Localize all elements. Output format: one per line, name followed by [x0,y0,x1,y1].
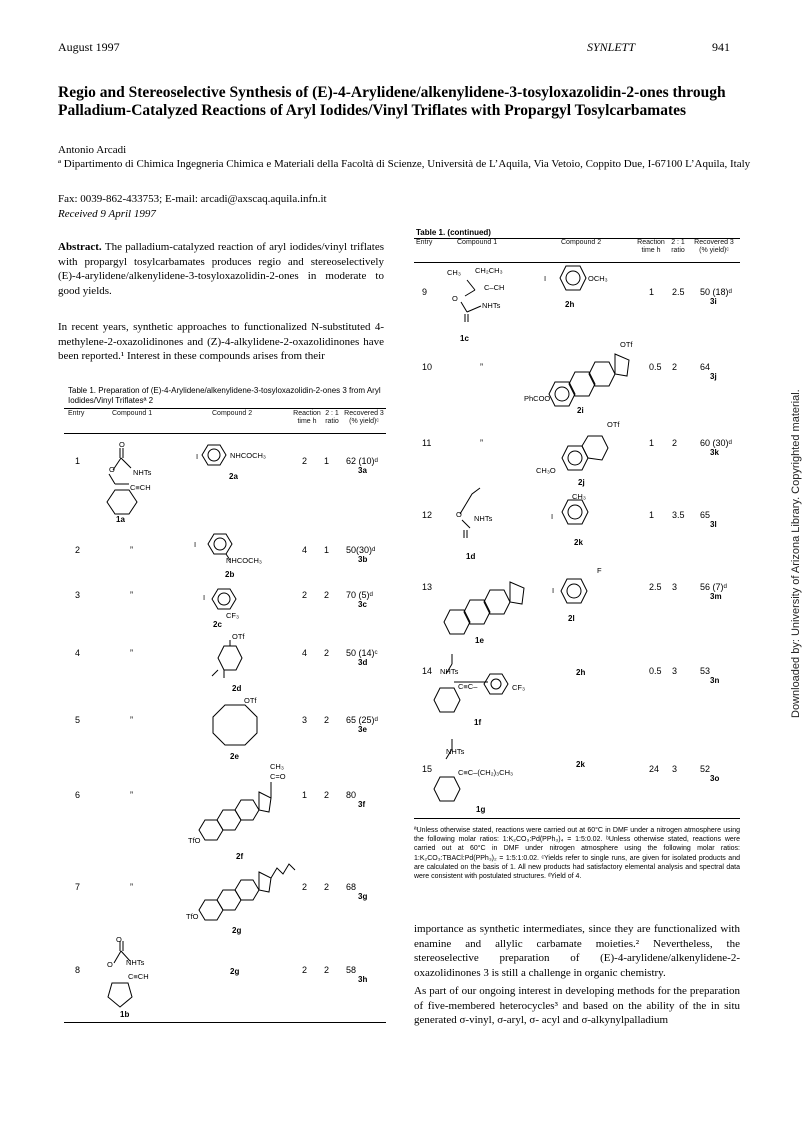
abstract-label: Abstract. [58,241,102,253]
table-cell-ratio: 2 [324,648,330,658]
col-entry: Entry [416,239,433,246]
group-phcoo: PhCOO [524,394,551,403]
table-cell-prod: 3f [358,800,366,809]
label-2g: 2g [232,926,242,935]
table-cell-yield: 50 (14)ᶜ [346,648,378,658]
group-otf: OTf [244,696,257,705]
group-ch3o: CH₃O [536,466,556,475]
table-cell-time: 3 [302,715,308,725]
compound-1e-structure [440,570,550,640]
table-rule [64,433,386,434]
label-1g: 1g [476,805,486,814]
ditto-mark: ” [480,362,483,372]
label-2a: 2a [229,472,238,481]
table-cell-ratio: 2 [324,790,330,800]
header-journal: SYNLETT [587,40,636,54]
table-cell-ratio: 2.5 [672,287,685,297]
label-1c: 1c [460,334,469,343]
col-compound1: Compound 1 [112,410,153,417]
body-paragraph-2: As part of our ongoing interest in developing methods for the preparation of five-membered heterocycles³ and based on the ability of the in situ generated σ-vinyl, σ-aryl, σ- acyl and σ-alkynylpalladium [414,985,740,1026]
group-cf3: CF₃ [226,611,240,620]
table-cell-ratio: 2 [324,715,330,725]
table-cell-ratio: 3 [672,666,678,676]
table-cell-yield: 70 (5)ᵈ [346,590,373,600]
col-time: Reaction time h [637,239,665,254]
ditto-mark: ” [130,715,133,725]
article-title: Regio and Stereoselective Synthesis of (E)-4-Arylidene/alkenylidene-3-tosyloxazolidin-2-ones through Palladium-Catalyzed Reactions of Aryl Iodides/Vinyl Triflates with Propargyl Tosylcarbamates [58,84,726,119]
received-date: Received 9 April 1997 [58,208,156,220]
group-tfo: TfO [188,836,201,845]
affiliation: ª Dipartimento di Chimica Ingegneria Chimica e Materiali della Facoltà di Scienze, Università de L’Aquila, Via Vetoio, Coppito Due, I-67100 L’Aquila, Italy [58,158,751,170]
atom-nhts: NHTs [474,514,493,523]
atom-o: O [456,510,462,519]
atom-nhts: NHTs [482,301,501,310]
table-cell-time: 1 [649,438,655,448]
table-cell-entry: 13 [422,582,433,592]
atom-i: I [552,586,555,595]
table-cell-ratio: 2 [324,882,330,892]
table-rule [414,818,740,819]
table-cell-prod: 3j [710,372,717,381]
table-cell-ratio: 2 [324,590,330,600]
table-cell-entry: 7 [75,882,81,892]
label-2j: 2j [578,478,585,487]
group-ch3: CH₃ [270,762,284,771]
abstract [58,240,384,298]
col-ratio: 2 : 1 ratio [325,410,339,425]
label-2d: 2d [232,684,242,693]
table-cell-time: 4 [302,545,308,555]
col-time: Reaction time h [293,410,321,425]
table-cell-time: 2 [302,456,308,466]
label-2b: 2b [225,570,235,579]
group-otf: OTf [620,340,633,349]
table-cell-prod: 3i [710,297,717,306]
table-footnote: ªUnless otherwise stated, reactions were carried out at 60°C in DMF under a nitrogen atmosphere using the following molar ratios: 1:K₂CO₃:Pd(PPh₃)₄ = 1:5:0.02. ᵇUnless otherwise stated, reactions were carried out at 60°C in DMF under nitrogen atmosphere using the following molar ratios: 1:K₂CO₃:TBACl:Pd(PPh₃)₂ = 1:5:1:0.02. ᶜYields refer to single runs, are given for isolated products and are calculated on the basis of 1. All new products had satisfactory elemental analysis and spectral data were consistent with postulated structures. ᵈYield of 4. [414,827,740,881]
group-ch3: CH₃ [447,268,461,277]
table-cell-yield: 60 (30)ᵈ [700,438,732,448]
table-cell-prod: 3a [358,466,367,475]
table-cell-yield: 56 (7)ᵈ [700,582,727,592]
body-paragraph-1: importance as synthetic intermediates, since they are functionalized with enamine and allylic carbamate moieties.² Nevertheless, the stereoselective preparation of (E)-4-arylidene/alkenylidene-2-oxazolidinones 3 is still a challenge in organic chemistry. [414,923,740,979]
group-cf3: CF₃ [512,683,526,692]
compound-1c-structure [455,276,495,326]
atom-nhts: NHTs [133,468,152,477]
table-cell-time: 0.5 [649,666,662,676]
table-cell-ratio: 3.5 [672,510,685,520]
compound-1f-structure [432,650,542,720]
table-cell-time: 4 [302,648,308,658]
table-cell-prod: 3g [358,892,368,901]
label-2i: 2i [577,406,584,415]
table-cell-yield: 52 [700,764,711,774]
table-cell-ratio: 3 [672,764,678,774]
atom-o: O [109,465,115,474]
label-2k: 2k [574,538,583,547]
group-tfo: TfO [186,912,199,921]
table-cell-entry: 5 [75,715,81,725]
ditto-mark: ” [130,790,133,800]
table-cell-yield: 50(30)ᵈ [346,545,376,555]
table-cell-ratio: 1 [324,545,330,555]
group-ch3: CH₃ [572,492,586,501]
intro-paragraph: In recent years, synthetic approaches to functionalized N-substituted 4-methylene-2-oxazolidinones and (Z)-4-alkylidene-2-oxazolidinones have been reported.¹ Interest in these compounds arises from their [58,321,384,362]
atom-o: O [107,960,113,969]
label-2l: 2l [568,614,575,623]
label-2c: 2c [213,620,222,629]
table-rule [64,1022,386,1023]
ditto-mark: ” [480,438,483,448]
contact: Fax: 0039-862-433753; E-mail: arcadi@axscaq.aquila.infn.it [58,193,327,205]
ditto-mark: ” [130,545,133,555]
table-cell-time: 1 [649,510,655,520]
table-cell-entry: 2 [75,545,81,555]
table-cell-prod: 3c [358,600,367,609]
table-cell-prod: 3d [358,658,368,667]
table-cell-time: 2 [302,590,308,600]
label-2f: 2f [236,852,244,861]
download-notice: Downloaded by: University of Arizona Library. Copyrighted material. [790,389,802,718]
group-otf: OTf [232,632,245,641]
table-cell-entry: 1 [75,456,81,466]
atom-i: I [196,452,199,461]
label-2h: 2h [565,300,575,309]
table-cell-yield: 64 [700,362,711,372]
table-cell-ratio: 3 [672,582,678,592]
col-recovered: Recovered 3 (% yield)ᶜ [344,410,384,425]
ditto-mark: ” [130,590,133,600]
col-entry: Entry [68,410,85,417]
table-cell-time: 0.5 [649,362,662,372]
group-co: C=O [270,772,286,781]
compound-2d-structure [210,640,260,685]
table-cell-prod: 3n [710,676,720,685]
label-1e: 1e [475,636,484,645]
group-nhcoch3: NHCOCH₃ [230,451,266,460]
table-cell-entry: 9 [422,287,428,297]
table-cell-yield: 58 [346,965,357,975]
author: Antonio Arcadi [58,144,127,156]
col-compound2: Compound 2 [212,410,253,417]
table-cell-prod: 3e [358,725,367,734]
label-1b: 1b [120,1010,130,1019]
table-cell-time: 2 [302,965,308,975]
abstract-text: The palladium-catalyzed reaction of aryl iodides/vinyl triflates with propargyl tosylcarbamates produces regio and stereoselectively (E)-4-arylidene/alkenylidene-3-tosyloxazolidin-2-ones in moderate to good yields. [58,241,384,297]
atom-cch: C≡CH [128,972,149,981]
label-1a: 1a [116,515,125,524]
table-cell-prod: 3h [358,975,368,984]
table-cell-entry: 12 [422,510,433,520]
atom-o: O [119,440,125,449]
table-cell-prod: 3l [710,520,717,529]
group-cch: C–CH [484,283,505,292]
atom-o: O [452,294,458,303]
table-cell-entry: 4 [75,648,81,658]
ditto-mark: ” [130,648,133,658]
atom-i: I [194,540,197,549]
ditto-mark: ” [130,882,133,892]
col-compound1: Compound 1 [457,239,498,246]
label-1d: 1d [466,552,476,561]
atom-cch: C≡CH [130,483,151,492]
col-recovered: Recovered 3 (% yield)ᶜ [694,239,734,254]
table-cell-yield: 65 [700,510,711,520]
compound-2g-structure [195,860,308,920]
table1-cont-caption: Table 1. (continued) [416,228,491,237]
table-cell-entry: 11 [422,438,432,448]
compound-2k-structure [558,496,598,532]
table-cell-entry: 3 [75,590,81,600]
table1-caption: Table 1. Preparation of (E)-4-Arylidene/alkenylidene-3-tosyloxazolidin-2-ones 3 from Aryl Iodides/Vinyl Triflatesª 2 [68,386,381,405]
table-cell-yield: 80 [346,790,357,800]
atom-i: I [544,274,547,283]
compound-2i-structure [545,342,655,408]
table-cell-time: 2 [302,882,308,892]
table-cell-yield: 68 [346,882,357,892]
atom-f: F [597,566,602,575]
table-cell-time: 1 [649,287,655,297]
atom-o: O [116,935,122,944]
label-2e: 2e [230,752,239,761]
table-cell-prod: 3o [710,774,720,783]
table-cell-yield: 53 [700,666,711,676]
table-cell-prod: 3m [710,592,722,601]
table-cell-ratio: 1 [324,456,330,466]
atom-nhts: NHTs [446,747,465,756]
group-otf: OTf [607,420,620,429]
table-cell-time: 1 [302,790,308,800]
table-cell-ratio: 2 [324,965,330,975]
table-cell-time: 2.5 [649,582,662,592]
group-arylalkyne: C≡C– [458,682,478,691]
table-cell-prod: 3k [710,448,719,457]
header-date: August 1997 [58,40,120,54]
group-nhcoch3: NHCOCH₃ [226,556,262,565]
label-2g: 2g [230,967,240,976]
table-cell-entry: 15 [422,764,433,774]
header-page: 941 [712,40,730,54]
compound-2l-structure [557,575,597,611]
atom-i: I [203,593,206,602]
compound-2f-structure [195,780,308,840]
atom-nhts: NHTs [440,667,459,676]
table-cell-entry: 6 [75,790,81,800]
table-cell-yield: 65 (25)ᵈ [346,715,378,725]
label-1f: 1f [474,718,482,727]
table-cell-entry: 10 [422,362,433,372]
table-cell-yield: 62 (10)ᵈ [346,456,378,466]
col-ratio: 2 : 1 ratio [671,239,685,254]
atom-i: I [551,512,554,521]
atom-nhts: NHTs [126,958,145,967]
group-pentyl: C≡C–(CH₂)₃CH₃ [458,768,514,777]
col-compound2: Compound 2 [561,239,602,246]
label-2k: 2k [576,760,585,769]
table-cell-entry: 8 [75,965,81,975]
group-och3: OCH₃ [588,274,608,283]
table-cell-yield: 50 (18)ᵈ [700,287,732,297]
compound-2j-structure [560,428,640,478]
table-cell-ratio: 2 [672,362,678,372]
group-ch2ch3: CH₂CH₃ [475,266,503,275]
table-rule [64,408,386,409]
compound-2e-structure [205,700,275,750]
table-cell-prod: 3b [358,555,368,564]
table-cell-ratio: 2 [672,438,678,448]
label-2h: 2h [576,668,586,677]
table-cell-time: 24 [649,764,660,774]
table-cell-entry: 14 [422,666,433,676]
